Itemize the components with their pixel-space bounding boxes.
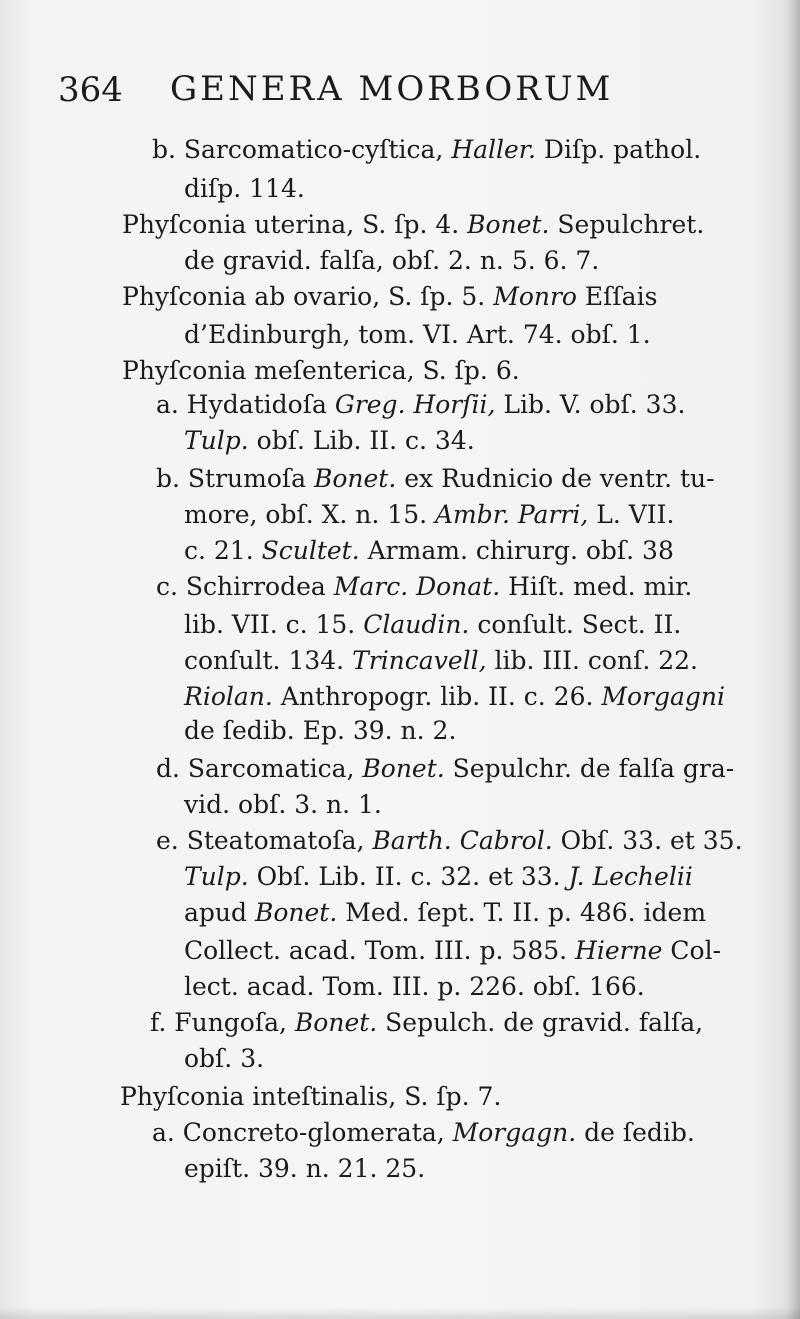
- text-line: [152, 1118, 695, 1148]
- italic-citation: Bonet.: [467, 210, 550, 239]
- text-line: [184, 862, 693, 892]
- text-segment: apud: [184, 898, 255, 927]
- text-line: [184, 646, 698, 676]
- text-segment: d. Sarcomatica,: [156, 754, 363, 783]
- text-line: [184, 682, 725, 712]
- italic-citation: Bonet.: [362, 754, 445, 783]
- text-segment: de ſedib. Ep. 39. n. 2.: [184, 716, 457, 745]
- text-line: [184, 898, 706, 928]
- text-segment: e. Steatomatoſa,: [156, 826, 373, 855]
- italic-citation: Greg. Horſii,: [334, 390, 496, 419]
- text-segment: Phyſconia uterina, S. ſp. 4.: [122, 210, 468, 239]
- text-line: [156, 390, 685, 420]
- text-segment: de gravid. falſa, obſ. 2. n. 5. 6. 7.: [184, 246, 600, 275]
- text-segment: Sepulchret.: [549, 210, 705, 239]
- text-segment: vid. obſ. 3. n. 1.: [184, 790, 382, 819]
- text-segment: Col-: [662, 936, 722, 965]
- text-segment: a. Concreto-glomerata,: [152, 1118, 453, 1147]
- text-line: [150, 1008, 703, 1038]
- text-line: [122, 356, 520, 386]
- text-segment: c. Schirrodea: [156, 572, 334, 601]
- text-line: [184, 716, 456, 746]
- italic-citation: Monro: [493, 282, 577, 311]
- text-line: [184, 536, 674, 566]
- text-line: [156, 464, 715, 494]
- text-segment: Diſp. pathol.: [535, 135, 702, 164]
- text-segment: Obſ. Lib. II. c. 32. et 33.: [248, 862, 569, 891]
- text-segment: Obſ. 33. et 35.: [552, 826, 743, 855]
- italic-citation: Tulp.: [184, 862, 249, 891]
- text-segment: conſult. 134.: [184, 646, 353, 675]
- text-segment: obſ. 3.: [184, 1044, 265, 1073]
- italic-citation: Tulp.: [184, 426, 249, 455]
- italic-citation: Claudin.: [363, 610, 470, 639]
- text-segment: Armam. chirurg. obſ. 38: [359, 536, 674, 565]
- text-segment: Anthropogr. lib. II. c. 26.: [272, 682, 602, 711]
- text-segment: conſult. Sect. II.: [469, 610, 682, 639]
- italic-citation: Bonet.: [254, 898, 338, 927]
- italic-citation: Barth. Cabrol.: [372, 826, 553, 855]
- page-edge-shadow: [786, 0, 800, 1319]
- text-segment: f. Fungoſa,: [150, 1008, 295, 1037]
- text-segment: Hiſt. med. mir.: [500, 572, 693, 601]
- text-segment: diſp. 114.: [184, 174, 305, 203]
- text-line: [184, 610, 681, 640]
- text-line: [184, 936, 721, 966]
- text-line: [152, 135, 701, 165]
- text-segment: a. Hydatidoſa: [156, 390, 335, 419]
- running-title: GENERA MORBORUM: [170, 69, 614, 109]
- text-line: [184, 972, 645, 1002]
- text-segment: Sepulch. de gravid. falſa,: [377, 1008, 704, 1037]
- page-bottom-shadow: [0, 1307, 800, 1319]
- italic-citation: Riolan.: [184, 682, 273, 711]
- italic-citation: Hierne: [575, 936, 663, 965]
- text-segment: obſ. Lib. II. c. 34.: [248, 426, 475, 455]
- text-line: [122, 210, 704, 240]
- text-segment: b. Strumoſa: [156, 464, 314, 493]
- text-line: [122, 282, 657, 312]
- italic-citation: Scultet.: [261, 536, 360, 565]
- text-segment: epiſt. 39. n. 21. 25.: [184, 1154, 426, 1183]
- text-segment: b. Sarcomatico-cyſtica,: [152, 135, 452, 164]
- text-line: [184, 426, 475, 456]
- italic-citation: Morgagn.: [452, 1118, 577, 1147]
- text-segment: lect. acad. Tom. III. p. 226. obſ. 166.: [184, 972, 645, 1001]
- text-segment: Sepulchr. de falſa gra-: [444, 754, 735, 783]
- text-segment: de ſedib.: [576, 1118, 695, 1147]
- text-line: [184, 320, 651, 350]
- italic-citation: Haller.: [451, 135, 536, 164]
- text-line: [156, 826, 743, 856]
- text-segment: d’Edinburgh, tom. VI. Art. 74. obſ. 1.: [184, 320, 651, 349]
- text-segment: Phyſconia ab ovario, S. ſp. 5.: [122, 282, 494, 311]
- text-segment: Phyſconia inteſtinalis, S. ſp. 7.: [120, 1082, 502, 1111]
- text-segment: lib. VII. c. 15.: [184, 610, 364, 639]
- italic-citation: Bonet.: [313, 464, 397, 493]
- text-segment: Collect. acad. Tom. III. p. 585.: [184, 936, 576, 965]
- text-line: [156, 754, 734, 784]
- text-line: [184, 500, 675, 530]
- italic-citation: Ambr. Parri,: [435, 500, 589, 529]
- text-line: [184, 1154, 425, 1184]
- text-line: [184, 1044, 264, 1074]
- text-line: [184, 246, 599, 276]
- text-segment: Med. ſept. T. II. p. 486. idem: [337, 898, 707, 927]
- text-line: [120, 1082, 501, 1112]
- italic-citation: Marc. Donat.: [333, 572, 501, 601]
- page-number: 364: [58, 70, 123, 110]
- text-segment: Phyſconia meſenterica, S. ſp. 6.: [122, 356, 520, 385]
- text-line: [184, 790, 382, 820]
- text-segment: more, obſ. X. n. 15.: [184, 500, 435, 529]
- text-line: [184, 174, 305, 204]
- text-line: [156, 572, 692, 602]
- text-segment: ex Rudnicio de ventr. tu-: [396, 464, 715, 493]
- text-segment: c. 21.: [184, 536, 262, 565]
- italic-citation: Morgagni: [601, 682, 725, 711]
- italic-citation: Trincavell,: [352, 646, 487, 675]
- text-segment: L. VII.: [588, 500, 675, 529]
- italic-citation: J. Lechelii: [568, 862, 693, 891]
- italic-citation: Bonet.: [294, 1008, 378, 1037]
- text-segment: Lib. V. obſ. 33.: [495, 390, 686, 419]
- text-segment: lib. III. conſ. 22.: [486, 646, 698, 675]
- text-segment: Eſſais: [576, 282, 658, 311]
